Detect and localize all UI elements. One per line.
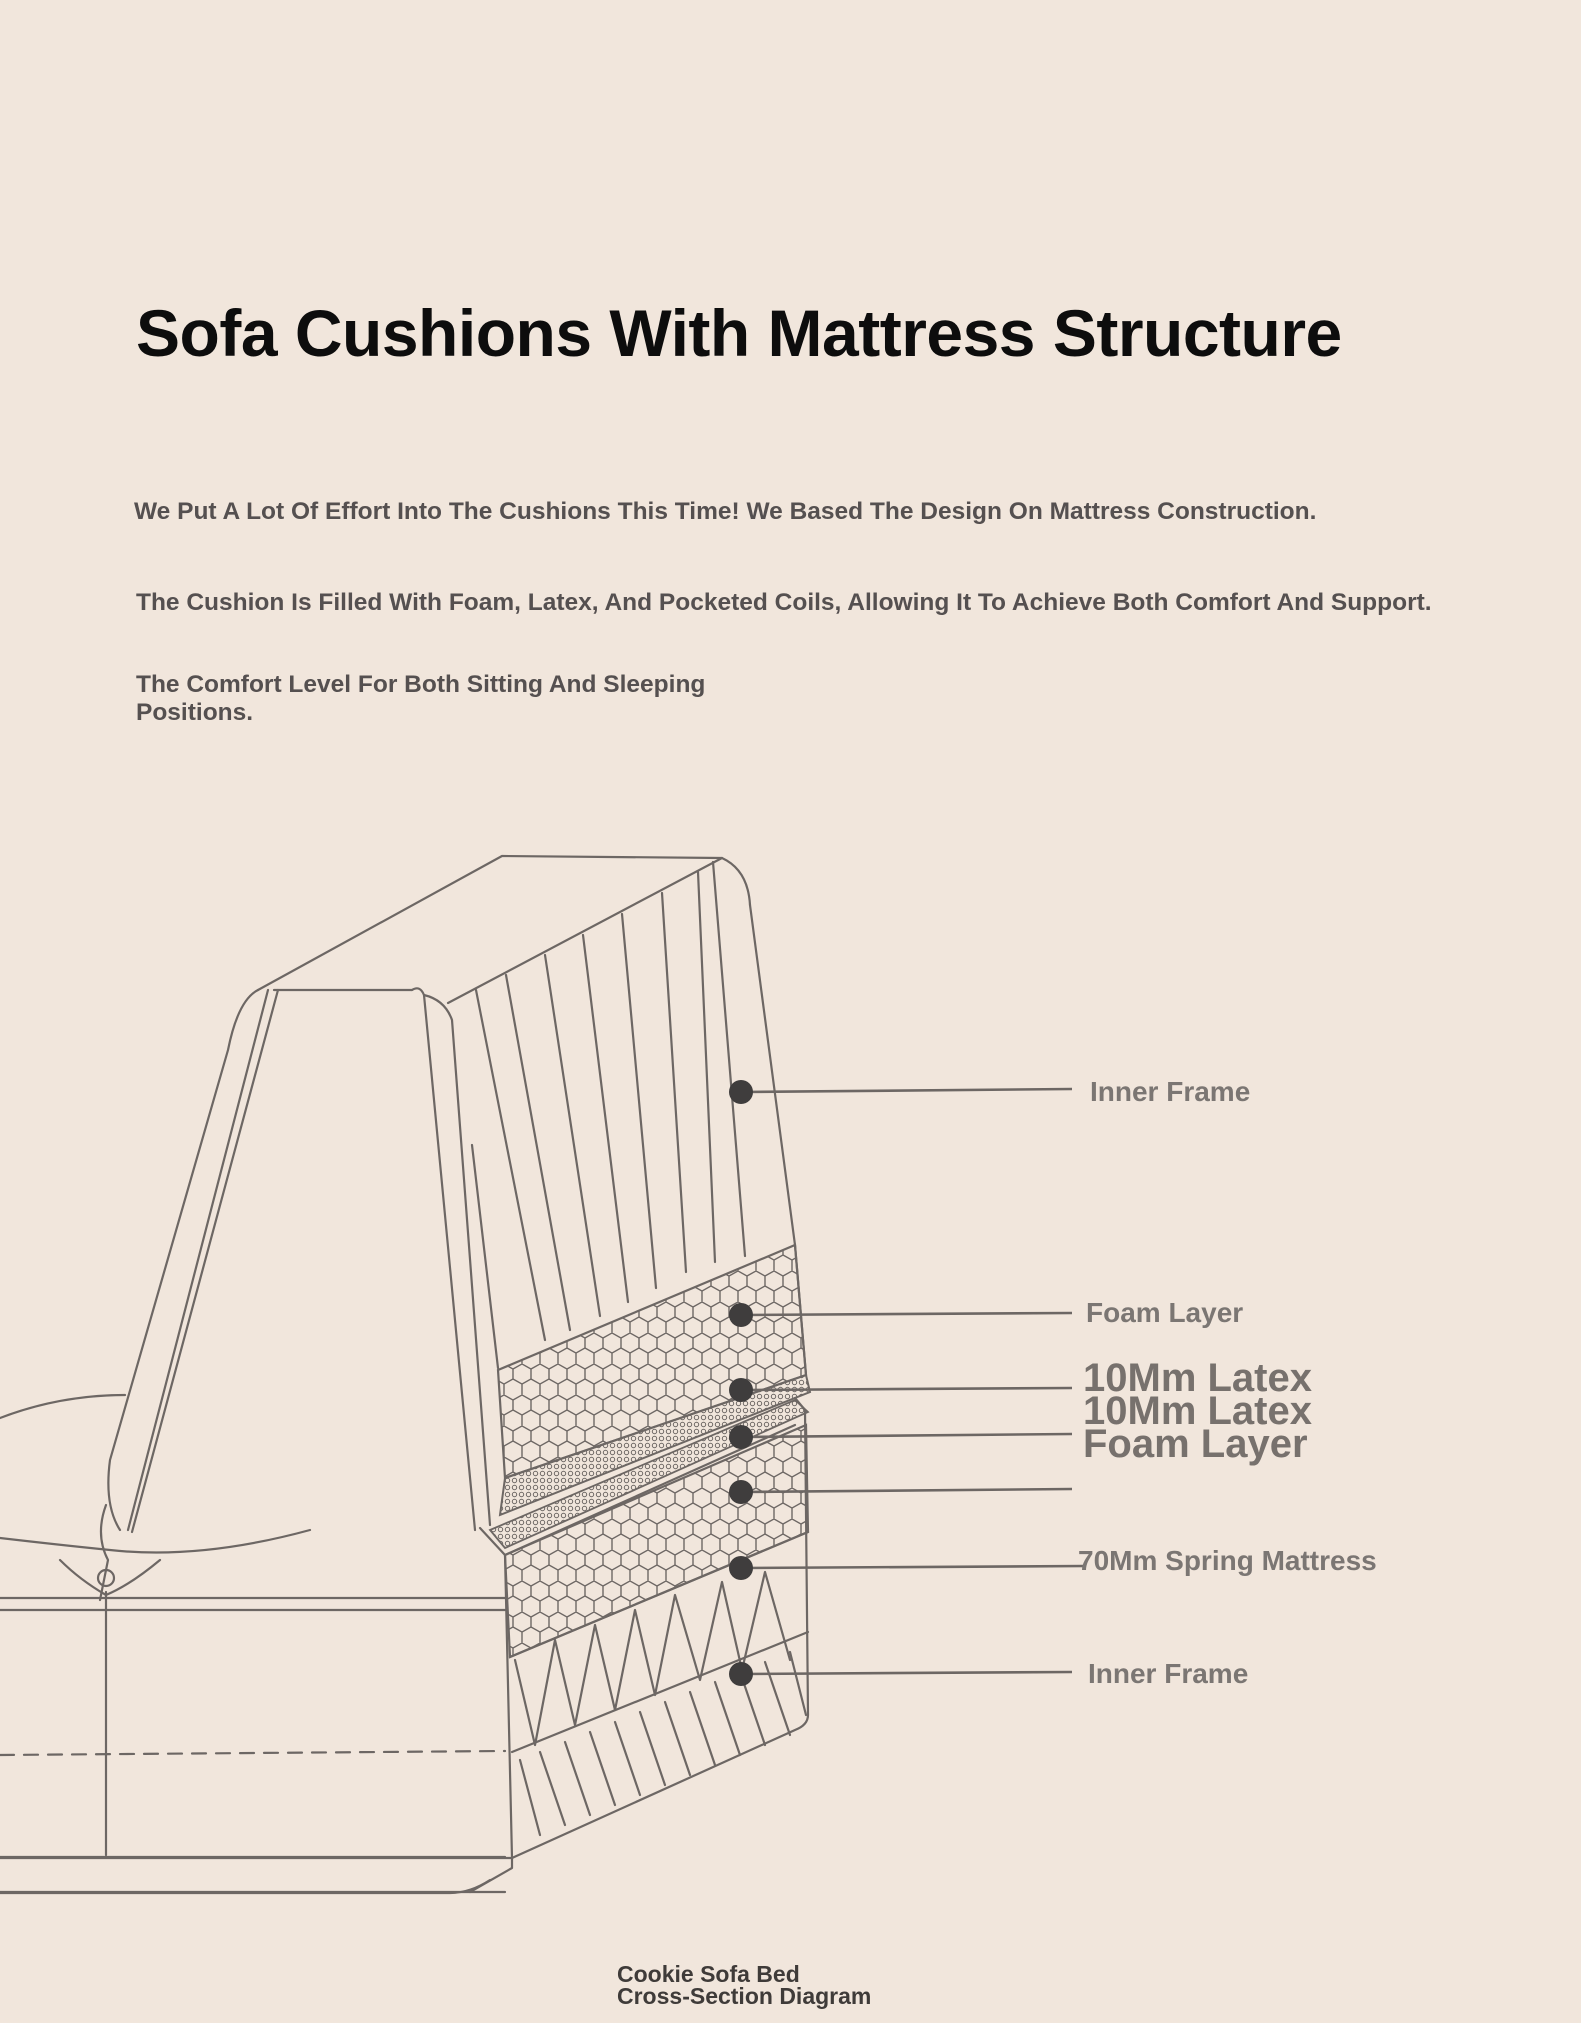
callout-dot — [729, 1480, 753, 1504]
callout-foam-layer: Foam Layer — [1086, 1297, 1244, 1328]
intro-paragraph-3: The Comfort Level For Both Sitting And Sleeping Positions. — [136, 671, 706, 726]
callout-inner-frame-bottom: Inner Frame — [1088, 1658, 1249, 1689]
callout-spring-mattress: 70Mm Spring Mattress — [1078, 1545, 1377, 1576]
intro-paragraph-2: The Cushion Is Filled With Foam, Latex, And Pocketed Coils, Allowing It To Achieve Both Comfort And Support. — [136, 589, 1432, 616]
backrest-top-face — [258, 856, 750, 990]
callout-latex-block: 10Mm Latex 10Mm Latex Foam Layer — [1083, 1356, 1312, 1466]
leader-spring — [741, 1566, 1085, 1568]
backrest-inner-panel — [412, 988, 475, 1530]
caption-line-2: Cross-Section Diagram — [617, 1983, 872, 2009]
callout-dot — [729, 1556, 753, 1580]
seat-cushion-left — [0, 1395, 125, 1418]
callout-dot — [729, 1080, 753, 1104]
diagram-caption — [617, 1963, 871, 2007]
callout-inner-frame-top: Inner Frame — [1090, 1076, 1251, 1107]
callout-dot — [729, 1425, 753, 1449]
callout-dot — [729, 1303, 753, 1327]
callout-dot — [729, 1378, 753, 1402]
backrest-left-panel — [108, 990, 258, 1530]
leader-inner-frame-bottom — [741, 1672, 1072, 1674]
caption-line-1: Cookie Sofa Bed — [617, 1961, 800, 1987]
backrest-right-panel — [448, 858, 722, 1003]
intro-paragraph-1: We Put A Lot Of Effort Into The Cushions This Time! We Based The Design On Mattress Construction. — [134, 498, 1317, 525]
callout-dot — [729, 1662, 753, 1686]
page-title: Sofa Cushions With Mattress Structure — [136, 296, 1342, 370]
leader-inner-frame-top — [741, 1089, 1072, 1092]
